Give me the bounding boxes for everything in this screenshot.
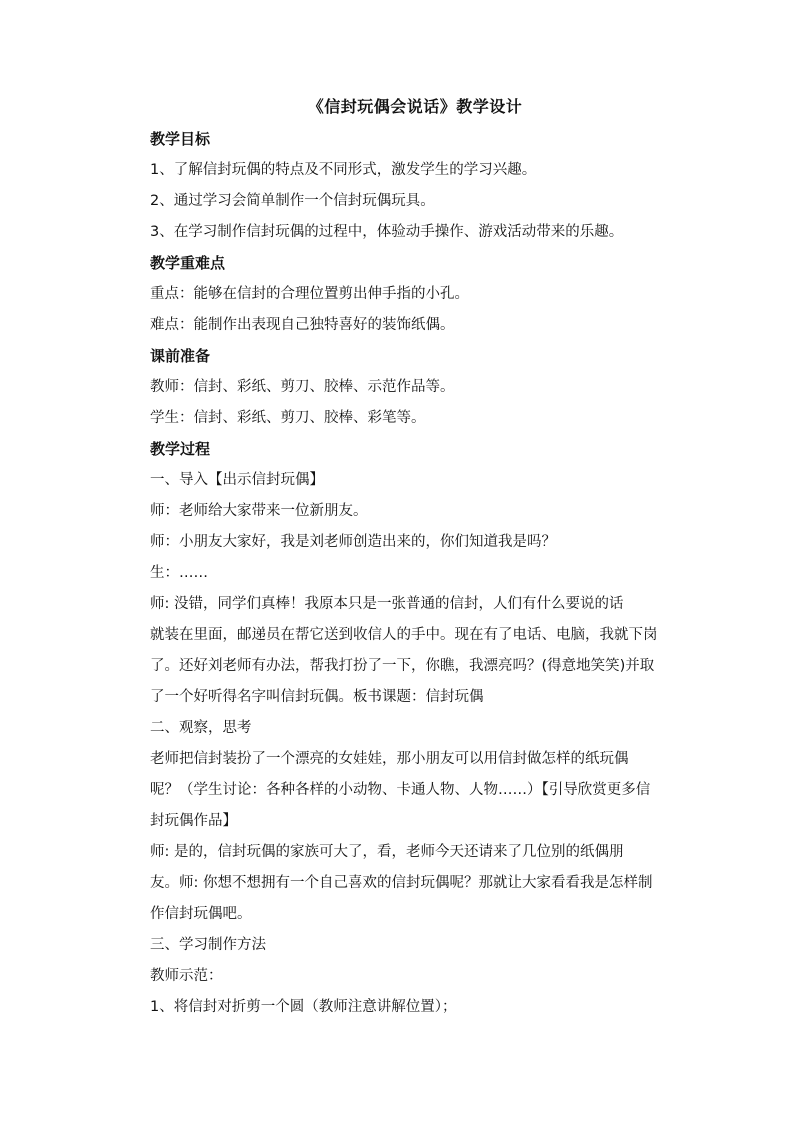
- dialogue-line: 1、将信封对折剪一个圆（教师注意讲解位置）；: [150, 999, 457, 1015]
- dialogue-line: 教师示范：: [150, 968, 223, 984]
- paragraph-line: 作信封玩偶吧。: [150, 906, 252, 922]
- dialogue-line: 生：……: [150, 565, 208, 581]
- paragraph-line: 师: 没错，同学们真棒！我原本只是一张普通的信封，人们有什么要说的话: [150, 596, 624, 612]
- document-body: [150, 96, 680, 1023]
- paragraph-line: 封玩偶作品】: [150, 813, 237, 829]
- keypoint-item: 难点：能制作出表现自己独特喜好的装饰纸偶。: [150, 317, 455, 333]
- paragraph-line: 呢？（学生讨论：各种各样的小动物、卡通人物、人物……）【引导欣赏更多信: [150, 782, 651, 798]
- process-step-heading: 三、学习制作方法: [150, 937, 266, 953]
- paragraph-line: 了一个好听得名字叫信封玩偶。板书课题：信封玩偶: [150, 689, 484, 705]
- paragraph-line: 老师把信封装扮了一个漂亮的女娃娃，那小朋友可以用信封做怎样的纸玩偶: [150, 751, 629, 767]
- paragraph: [150, 837, 680, 930]
- dialogue-line: 师：小朋友大家好，我是刘老师创造出来的，你们知道我是吗？: [150, 534, 556, 550]
- paragraph-line: 友。师: 你想不想拥有一个自己喜欢的信封玩偶呢？那就让大家看看我是怎样制: [150, 875, 653, 891]
- process-step-heading: 一、导入【出示信封玩偶】: [150, 472, 324, 488]
- process-step-heading: 二、观察，思考: [150, 720, 252, 736]
- document-title: 《信封玩偶会说话》教学设计: [307, 97, 523, 116]
- dialogue-line: 师：老师给大家带来一位新朋友。: [150, 503, 368, 519]
- prep-item: 教师：信封、彩纸、剪刀、胶棒、示范作品等。: [150, 379, 455, 395]
- goal-item: 1、了解信封玩偶的特点及不同形式，激发学生的学习兴趣。: [150, 162, 537, 178]
- goal-item: 2、通过学习会简单制作一个信封玩偶玩具。: [150, 193, 435, 209]
- section-heading-prep: 课前准备: [150, 347, 211, 365]
- section-heading-process: 教学过程: [150, 440, 211, 458]
- prep-item: 学生：信封、彩纸、剪刀、胶棒、彩笔等。: [150, 410, 426, 426]
- paragraph-line: 师: 是的，信封玩偶的家族可大了，看，老师今天还请来了几位别的纸偶朋: [150, 844, 624, 860]
- section-heading-goals: 教学目标: [150, 130, 211, 148]
- paragraph: [150, 589, 680, 713]
- paragraph: [150, 744, 680, 837]
- paragraph-line: 就装在里面，邮递员在帮它送到收信人的手中。现在有了电话、电脑，我就下岗: [150, 627, 658, 643]
- section-heading-keypoints: 教学重难点: [150, 254, 226, 272]
- keypoint-item: 重点：能够在信封的合理位置剪出伸手指的小孔。: [150, 286, 469, 302]
- goal-item: 3、在学习制作信封玩偶的过程中，体验动手操作、游戏活动带来的乐趣。: [150, 224, 624, 240]
- paragraph-line: 了。还好刘老师有办法，帮我打扮了一下，你瞧，我漂亮吗？(得意地笑笑)并取: [150, 658, 655, 674]
